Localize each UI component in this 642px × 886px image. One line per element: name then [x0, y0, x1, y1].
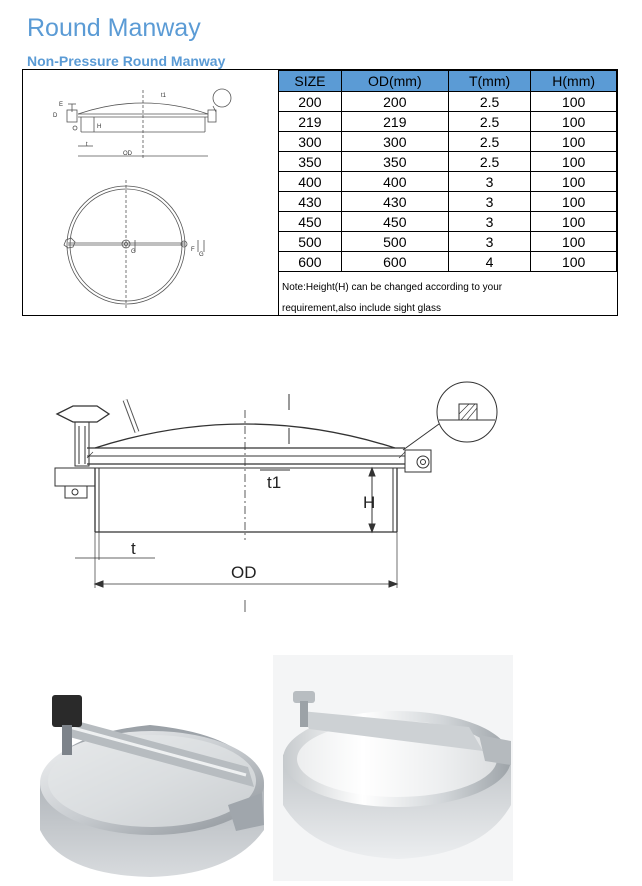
small-drawing	[23, 70, 279, 315]
small-label-t1: t1	[161, 93, 167, 99]
cell-size: 600	[279, 252, 342, 272]
cell-od: 219	[341, 112, 448, 132]
cell-size: 430	[279, 192, 342, 212]
cell-t: 2.5	[448, 112, 531, 132]
small-label-t: t	[86, 142, 88, 148]
table-row	[279, 232, 617, 252]
note-line-1: Note:Height(H) can be changed according to your	[282, 282, 503, 293]
table-row	[279, 212, 617, 232]
big-label-t: t	[131, 539, 136, 558]
cell-h: 100	[531, 172, 617, 192]
cell-h: 100	[531, 112, 617, 132]
spec-note	[282, 277, 612, 319]
small-label-od: OD	[123, 151, 132, 157]
table-row	[279, 152, 617, 172]
cell-h: 100	[531, 152, 617, 172]
small-label-d: D	[53, 113, 58, 119]
cell-od: 200	[341, 92, 448, 112]
cell-h: 100	[531, 212, 617, 232]
cell-t: 3	[448, 232, 531, 252]
note-line-2: requirement,also include sight glass	[282, 303, 441, 314]
cell-od: 350	[341, 152, 448, 172]
table-row	[279, 192, 617, 212]
cell-t: 3	[448, 172, 531, 192]
table-row	[279, 92, 617, 112]
cell-t: 2.5	[448, 152, 531, 172]
cell-size: 400	[279, 172, 342, 192]
spec-header-row	[279, 71, 617, 92]
matte-manway-photo	[32, 655, 267, 881]
page-subtitle: Non-Pressure Round Manway	[27, 53, 226, 69]
header-t: T(mm)	[448, 71, 531, 92]
cell-od: 450	[341, 212, 448, 232]
cell-size: 350	[279, 152, 342, 172]
polished-manway-photo	[273, 655, 508, 881]
page-title: Round Manway	[27, 14, 201, 42]
cell-size: 450	[279, 212, 342, 232]
cell-t: 2.5	[448, 132, 531, 152]
small-label-h: H	[97, 124, 102, 130]
small-label-g2: G	[199, 252, 204, 258]
spec-frame	[22, 69, 618, 316]
cell-h: 100	[531, 132, 617, 152]
big-label-od: OD	[231, 563, 257, 582]
matte-manway-svg	[32, 655, 267, 881]
cell-h: 100	[531, 192, 617, 212]
header-h: H(mm)	[531, 71, 617, 92]
cell-h: 100	[531, 252, 617, 272]
cell-size: 200	[279, 92, 342, 112]
big-label-h: H	[363, 493, 376, 512]
small-label-e: E	[59, 102, 64, 108]
cell-t: 3	[448, 192, 531, 212]
cell-t: 2.5	[448, 92, 531, 112]
table-row	[279, 132, 617, 152]
cell-t: 4	[448, 252, 531, 272]
cell-t: 3	[448, 212, 531, 232]
small-label-f: F	[191, 247, 195, 253]
header-od: OD(mm)	[341, 71, 448, 92]
cell-od: 500	[341, 232, 448, 252]
table-row	[279, 112, 617, 132]
spec-table	[278, 70, 617, 272]
cell-h: 100	[531, 232, 617, 252]
cell-size: 219	[279, 112, 342, 132]
cross-section-svg	[35, 380, 515, 620]
big-label-t1: t1	[267, 473, 282, 492]
small-drawing-svg	[23, 70, 278, 315]
cell-od: 600	[341, 252, 448, 272]
cell-od: 400	[341, 172, 448, 192]
table-row	[279, 252, 617, 272]
cross-section-drawing	[35, 380, 515, 625]
cell-size: 500	[279, 232, 342, 252]
polished-manway-svg	[273, 655, 513, 881]
cell-od: 300	[341, 132, 448, 152]
cell-h: 100	[531, 92, 617, 112]
header-size: SIZE	[279, 71, 342, 92]
table-row	[279, 172, 617, 192]
cell-od: 430	[341, 192, 448, 212]
cell-size: 300	[279, 132, 342, 152]
small-label-g: G	[131, 249, 136, 255]
